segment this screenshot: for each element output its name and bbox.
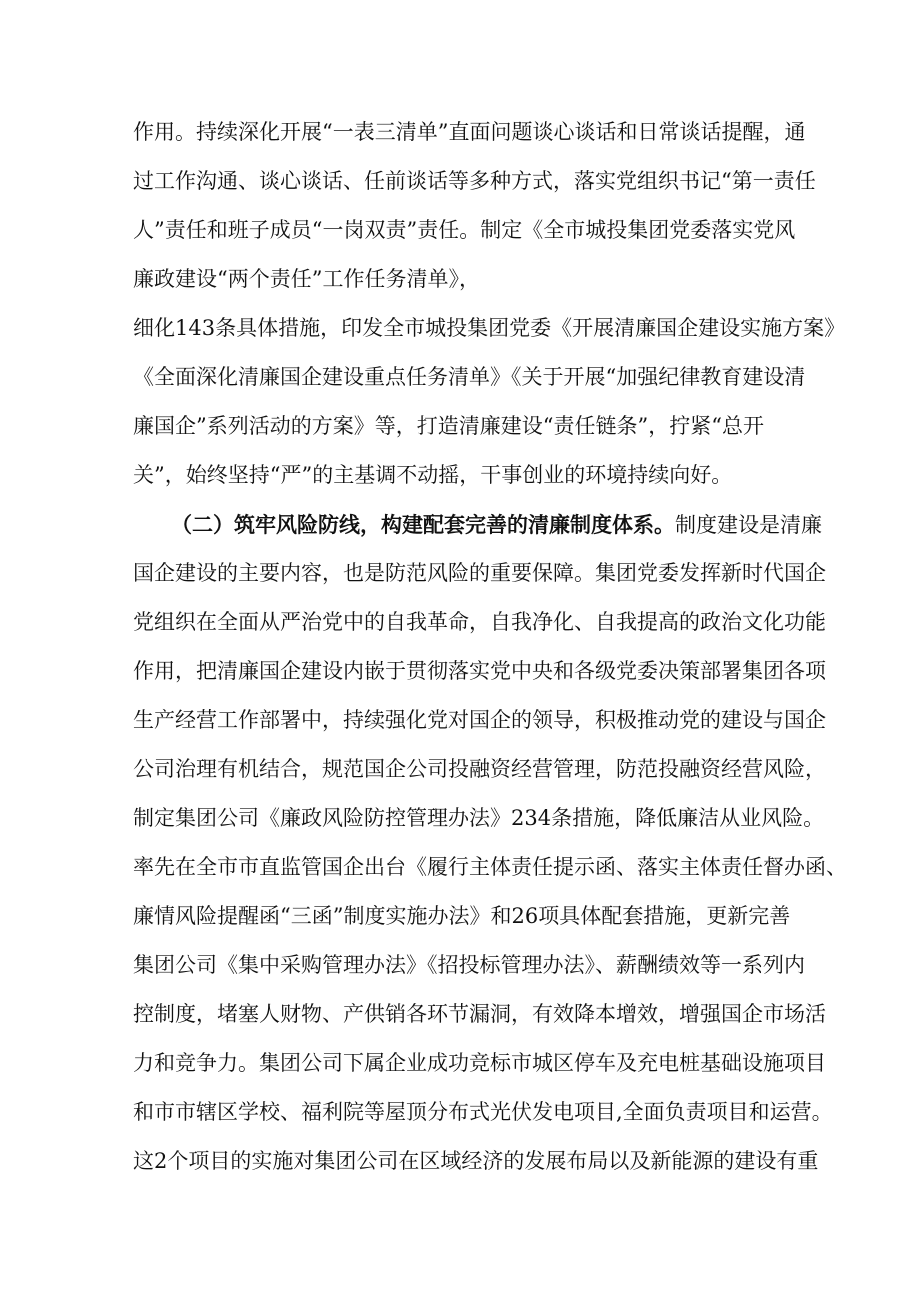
paragraph-line: 作用。持续深化开展“一表三清单”直面问题谈心谈话和日常谈话提醒，通 <box>133 120 806 144</box>
paragraph-line: 细化143条具体措施，印发全市城投集团党委《开展清廉国企建设实施方案》 <box>133 316 846 340</box>
paragraph-line: 公司治理有机结合，规范国企公司投融资经营管理，防范投融资经营风险， <box>133 757 826 781</box>
section-heading-rest: 制度建设是清廉 <box>675 513 822 537</box>
paragraph-line: 力和竞争力。集团公司下属企业成功竞标市城区停车及充电桩基础设施项目 <box>133 1051 826 1075</box>
paragraph-line: 国企建设的主要内容，也是防范风险的重要保障。集团党委发挥新时代国企 <box>133 561 826 585</box>
paragraph-line: 这2个项目的实施对集团公司在区域经济的发展布局以及新能源的建设有重 <box>133 1149 819 1173</box>
paragraph-line: 和市市辖区学校、福利院等屋顶分布式光伏发电项目,全面负责项目和运营。 <box>133 1100 833 1124</box>
paragraph-line: 廉国企”系列活动的方案》等，打造清廉建设“责任链条”，拧紧“总开 <box>133 414 764 438</box>
paragraph-line: 关”，始终坚持“严”的主基调不动摇，干事创业的环境持续向好。 <box>133 463 733 487</box>
section-heading: （二）筑牢风险防线，构建配套完善的清廉制度体系。 <box>171 512 675 537</box>
paragraph-line: 《全面深化清廉国企建设重点任务清单》《关于开展“加强纪律教育建设清 <box>133 365 806 389</box>
paragraph-line: 过工作沟通、谈心谈话、任前谈话等多种方式，落实党组织书记“第一责任 <box>133 169 816 193</box>
paragraph-line: 廉政建设“两个责任”工作任务清单》， <box>133 267 480 291</box>
paragraph-line: 控制度，堵塞人财物、产供销各环节漏洞，有效降本增效，增强国企市场活 <box>133 1002 826 1026</box>
paragraph-line: 生产经营工作部署中，持续强化党对国企的领导，积极推动党的建设与国企 <box>133 708 826 732</box>
document-body <box>133 108 847 1186</box>
paragraph-line: 党组织在全面从严治党中的自我革命，自我净化、自我提高的政治文化功能 <box>133 610 826 634</box>
paragraph-line: 率先在全市市直监管国企出台《履行主体责任提示函、落实主体责任督办函、 <box>133 855 847 879</box>
paragraph-line: 廉情风险提醒函“三函”制度实施办法》和26项具体配套措施，更新完善 <box>133 904 791 928</box>
section-heading-line <box>133 500 822 549</box>
paragraph-line: 人”责任和班子成员“一岗双责”责任。制定《全市城投集团党委落实党风 <box>133 218 796 242</box>
paragraph-line: 制定集团公司《廉政风险防控管理办法》234条措施，降低廉洁从业风险。 <box>133 806 825 830</box>
paragraph-line: 集团公司《集中采购管理办法》《招投标管理办法》、薪酬绩效等一系列内 <box>133 953 805 977</box>
paragraph-line: 作用，把清廉国企建设内嵌于贯彻落实党中央和各级党委决策部署集团各项 <box>133 659 826 683</box>
